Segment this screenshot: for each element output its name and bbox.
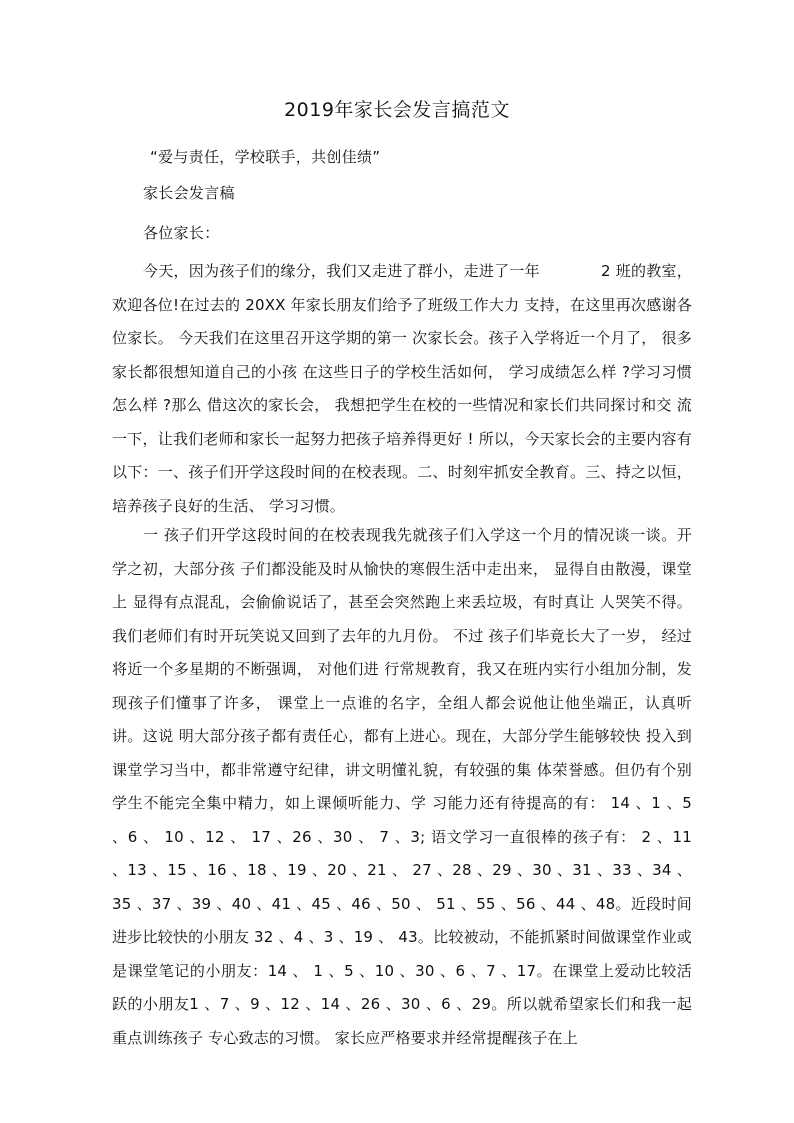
document-title: 2019年家长会发言搞范文 <box>284 99 510 121</box>
paragraph-intro: 今天，因为孩子们的缘分，我们又走进了群小，走进了一年 2 班的教室，欢迎各位!在过去的 20XX 年家长朋友们给予了班级工作大力 支持，在这里再次感谢各位家长。 今天我们在这里召开这学期的第一 次家长会。孩子入学将近一个月了， 很多家长都很想知道自己的小孩 在这些日子的学校生活如何， 学习成绩怎么样 ?学习习惯怎么样 ?那么 借这次的家长会， 我想把学生在校的一些情况和家长们共同探讨和交 流一下，让我们老师和家长一起努力把孩子培养得更好 ! 所以，今天家长会的主要内容有以下：一、孩子们开学这段时间的在校表现。二、时刻牢抓安全教育。三、持之以恒，培养孩子良好的生活、 学习习惯。 <box>112 262 692 515</box>
document-subtitle: “爱与责任，学校联手，共创佳绩” <box>150 148 381 166</box>
paragraph-performance: 一 孩子们开学这段时间的在校表现我先就孩子们入学这一个月的情况谈一谈。开学之初，大部分孩 子们都没能及时从愉快的寒假生活中走出来， 显得自由散漫，课堂上 显得有点混乱，会偷偷说话了，甚至会突然跑上来丢垃圾，有时真让 人哭笑不得。 我们老师们有时开玩笑说又回到了去年的九月份。 不过 孩子们毕竟长大了一岁， 经过将近一个多星期的不断强调， 对他们进 行常规教育，我又在班内实行小组加分制，发现孩子们懂事了许多， 课堂上一点谁的名字，全组人都会说他让他坐端正，认真听讲。这说 明大部分孩子都有责任心，都有上进心。现在，大部分学生能够较快 投入到课堂学习当中，都非常遵守纪律，讲文明懂礼貌，有较强的集 体荣誉感。但仍有个别学生不能完全集中精力，如上课倾听能力、学 习能力还有待提高的有： 14 、1 、5 、6 、 10 、12 、 17 、26 、30 、 7 、3; 语文学习一直很棒的孩子有： 2 、11 、13 、15 、16 、18 、19 、20 、21 、 27 、28 、29 、30 、31 、33 、34 、35 、37 、39 、40 、41 、45 、46 、50 、 51 、55 、56 、44 、48。近段时间进步比较快的小朋友 32 、4 、3 、19 、 43。比较被动，不能抓紧时间做课堂作业或是课堂笔记的小朋友：14 、 1 、5 、10 、30 、6 、7 、17。在课堂上爱动比较活跃的小朋友1 、7 、9 、12 、14 、26 、30 、6 、29。所以就希望家长们和我一起重点训练孩子 专心致志的习惯。 家长应严格要求并经常提醒孩子在上 <box>112 526 692 1047</box>
salutation: 各位家长： <box>143 224 220 242</box>
speech-heading: 家长会发言稿 <box>143 184 235 202</box>
